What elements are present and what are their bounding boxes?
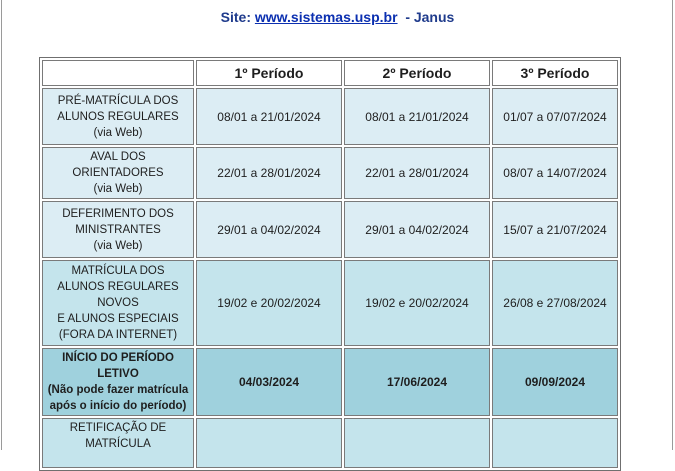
date-cell <box>492 418 618 468</box>
date-cell <box>344 418 490 468</box>
date-cell: 08/01 a 21/01/2024 <box>344 88 490 145</box>
date-cell: 15/07 a 21/07/2024 <box>492 201 618 258</box>
header-period-3: 3º Período <box>492 60 618 86</box>
row-label: MATRÍCULA DOS ALUNOS REGULARES NOVOS E ALUNOS ESPECIAIS (FORA DA INTERNET) <box>42 260 194 346</box>
date-cell: 19/02 e 20/02/2024 <box>344 260 490 346</box>
date-cell: 08/01 a 21/01/2024 <box>196 88 342 145</box>
date-cell: 29/01 a 04/02/2024 <box>196 201 342 258</box>
table-row <box>42 418 618 468</box>
date-cell: 22/01 a 28/01/2024 <box>196 147 342 199</box>
site-suffix: - Janus <box>405 9 455 25</box>
site-label: Site: <box>220 9 251 25</box>
header-period-1: 1º Período <box>196 60 342 86</box>
header-period-2: 2º Período <box>344 60 490 86</box>
row-label: INÍCIO DO PERÍODO LETIVO (Não pode fazer matrícula após o início do período) <box>42 348 194 416</box>
date-cell: 04/03/2024 <box>196 348 342 416</box>
date-cell: 19/02 e 20/02/2024 <box>196 260 342 346</box>
date-cell: 26/08 e 27/08/2024 <box>492 260 618 346</box>
date-cell: 01/07 a 07/07/2024 <box>492 88 618 145</box>
table-row <box>42 348 618 416</box>
table-row <box>42 260 618 346</box>
date-cell: 29/01 a 04/02/2024 <box>344 201 490 258</box>
date-cell: 22/01 a 28/01/2024 <box>344 147 490 199</box>
table-row <box>42 201 618 258</box>
row-label: PRÉ-MATRÍCULA DOS ALUNOS REGULARES (via Web) <box>42 88 194 145</box>
table-row <box>42 88 618 145</box>
site-link[interactable]: www.sistemas.usp.br <box>254 9 398 25</box>
date-cell <box>196 418 342 468</box>
row-label: RETIFICAÇÃO DE MATRÍCULA <box>42 418 194 468</box>
schedule-table <box>39 57 621 471</box>
table-row <box>42 147 618 199</box>
row-label: DEFERIMENTO DOS MINISTRANTES (via Web) <box>42 201 194 258</box>
date-cell: 17/06/2024 <box>344 348 490 416</box>
header-empty <box>42 60 194 86</box>
date-cell: 09/09/2024 <box>492 348 618 416</box>
site-line <box>0 9 675 25</box>
row-label: AVAL DOS ORIENTADORES (via Web) <box>42 147 194 199</box>
table-header-row <box>42 60 618 86</box>
date-cell: 08/07 a 14/07/2024 <box>492 147 618 199</box>
